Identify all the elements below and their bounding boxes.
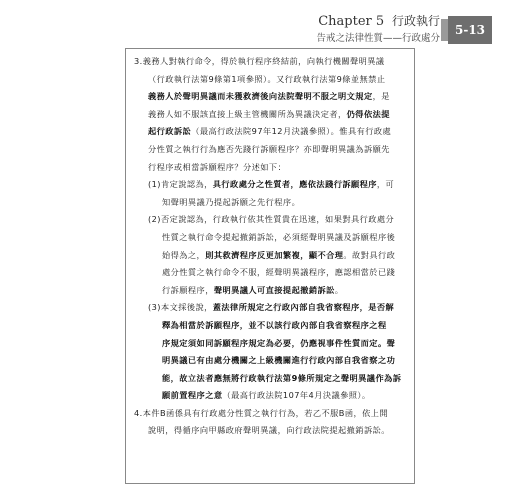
bold-text: 願前置程序之意	[162, 390, 223, 401]
content-box	[125, 48, 415, 484]
page-number: 5-13	[448, 16, 492, 44]
chapter-line	[318, 12, 440, 29]
text-line	[134, 88, 408, 106]
header-tab-marker	[441, 19, 448, 41]
text-line: 序規定須如同訴願程序規定為必要，仍應視事件性質而定。聲	[162, 337, 396, 348]
text-line: 說明，得循序向甲縣政府聲明異議，向行政法院提起撤銷訴訟。	[148, 425, 390, 436]
text-line	[148, 176, 408, 194]
text-line: (2)否定說認為，行政執行依其性質貴在迅速，如果對具行政處分	[148, 214, 395, 225]
chapter-label: Chapter 5	[318, 14, 385, 29]
text-run: (3)本文採後說，	[148, 302, 213, 313]
subitem-3	[134, 299, 408, 405]
bold-text: 聲明異議人可直接提起撤銷訴訟	[213, 284, 335, 295]
text-line	[148, 299, 408, 317]
text-run: 義務人如不服該直接上級主管機關所為異議決定者，	[148, 108, 347, 119]
bold-text: 蓋法律所規定之行政內部自我省察程序，是否解	[212, 302, 395, 313]
text-run: 始得為之，	[162, 249, 206, 260]
text-line: 處分性質之執行命令不服，經聲明異議程序，應認相當於已踐	[162, 267, 396, 278]
text-run: (1)肯定說認為，	[148, 179, 213, 190]
chapter-title: 行政執行	[391, 14, 440, 28]
text-line: 性質之執行命令提起撤銷訴訟，必須經聲明異議及訴願程序後	[162, 231, 396, 242]
text-run: 。故對具行政	[343, 249, 396, 260]
text-line	[148, 387, 408, 405]
text-run: （最高行政法院107年4月決議參照）。	[222, 390, 371, 401]
section-title: 告戒之法律性質——行政處分	[316, 33, 440, 44]
text-run: 行訴願程序，	[162, 284, 214, 295]
text-line: 能，故立法者應無將行政執行法第9條所規定之聲明異議作為訴	[162, 372, 402, 383]
page-header	[0, 6, 520, 46]
text-line: 行程序或相當訴願程序？分述如下：	[148, 161, 287, 172]
text-run: ，可	[376, 179, 395, 190]
text-line	[148, 282, 408, 300]
text-line	[134, 123, 408, 141]
text-line: 知聲明異議乃提起訴願之先行程序。	[162, 196, 301, 207]
text-line: 4.本件B函係具有行政處分性質之執行行為，若乙不服B函，依上開	[134, 407, 389, 418]
text-line	[148, 247, 408, 265]
text-line: 分性質之執行行為應否先踐行訴願程序？亦即聲明異議為訴願先	[148, 143, 390, 154]
paragraph-4	[134, 405, 408, 440]
subitem-2	[134, 211, 408, 299]
bold-text: 則其救濟程序反更加繁複，顯不合理	[205, 249, 344, 260]
text-run: 。	[334, 284, 344, 295]
paragraph-3	[134, 53, 408, 176]
bold-text: 起行政訴訟	[148, 126, 192, 137]
text-line: 3.義務人對執行命令，得於執行程序終結前，向執行機關聲明異議	[134, 56, 385, 66]
text-run: （最高行政法院97年12月決議參照）。惟具有行政處	[191, 126, 392, 137]
text-run: ，是	[372, 91, 390, 102]
bold-text: 仍得依法提	[346, 108, 390, 119]
text-line: 釋為相當於訴願程序，並不以該行政內部自我省察程序之程	[162, 319, 387, 330]
bold-text: 具行政處分之性質者，應依法踐行訴願程序	[212, 179, 377, 190]
bold-text: 義務人於聲明異議而未獲救濟後向法院聲明不服之明文規定	[148, 91, 373, 102]
text-line	[134, 106, 408, 124]
subitem-1	[134, 176, 408, 211]
text-line: （行政執行法第9條第1項參照）。又行政執行法第9條並無禁止	[148, 73, 386, 84]
text-line: 明異議已有由處分機關之上級機關進行行政內部自我省察之功	[162, 355, 396, 366]
